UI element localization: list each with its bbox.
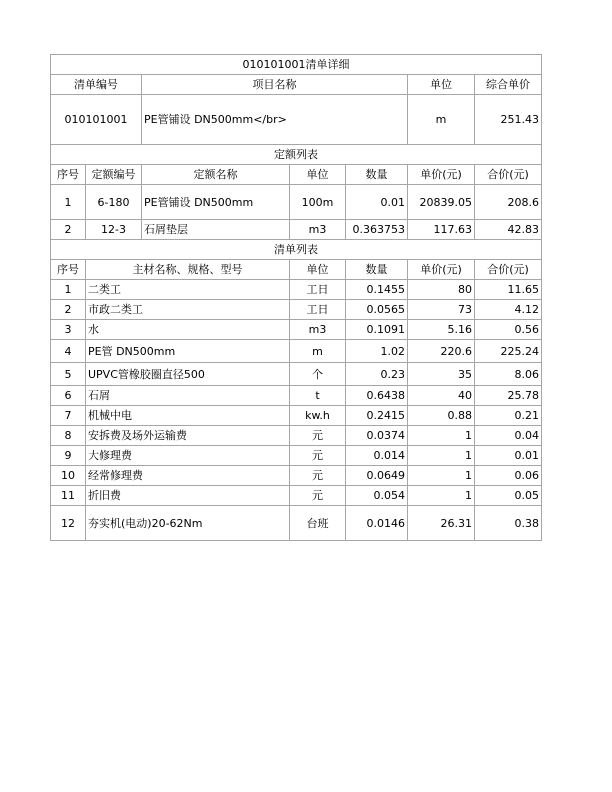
material-unit: 元 — [290, 426, 346, 446]
material-total: 4.12 — [475, 300, 542, 320]
material-name: 安拆费及场外运输费 — [86, 426, 290, 446]
material-row — [51, 300, 542, 320]
material-total: 0.21 — [475, 406, 542, 426]
material-total: 0.04 — [475, 426, 542, 446]
material-price: 5.16 — [408, 320, 475, 340]
material-no: 9 — [51, 446, 86, 466]
quota-name: PE管铺设 DN500mm — [142, 185, 290, 220]
header-bill-code: 清单编号 — [51, 75, 142, 95]
quota-total: 42.83 — [475, 220, 542, 240]
quota-code: 6-180 — [86, 185, 142, 220]
material-no: 6 — [51, 386, 86, 406]
material-total: 8.06 — [475, 363, 542, 386]
material-price: 40 — [408, 386, 475, 406]
material-header-row — [51, 260, 542, 280]
material-qty: 0.23 — [346, 363, 408, 386]
material-row — [51, 320, 542, 340]
material-unit: 个 — [290, 363, 346, 386]
material-row — [51, 486, 542, 506]
material-name: 折旧费 — [86, 486, 290, 506]
quota-header-qty: 数量 — [346, 165, 408, 185]
material-unit: kw.h — [290, 406, 346, 426]
material-row — [51, 466, 542, 486]
quota-no: 1 — [51, 185, 86, 220]
quota-header-unit: 单位 — [290, 165, 346, 185]
bill-header-row — [51, 75, 542, 95]
material-unit: 台班 — [290, 506, 346, 541]
material-total: 0.01 — [475, 446, 542, 466]
material-price: 1 — [408, 486, 475, 506]
header-item-name: 项目名称 — [142, 75, 408, 95]
material-qty: 0.014 — [346, 446, 408, 466]
material-no: 3 — [51, 320, 86, 340]
material-header-no: 序号 — [51, 260, 86, 280]
material-qty: 0.0374 — [346, 426, 408, 446]
quota-header-code: 定额编号 — [86, 165, 142, 185]
material-row — [51, 406, 542, 426]
bill-detail-table — [50, 54, 542, 541]
quota-qty: 0.01 — [346, 185, 408, 220]
header-unit-price: 综合单价 — [475, 75, 542, 95]
material-price: 1 — [408, 426, 475, 446]
quota-header-row — [51, 165, 542, 185]
material-price: 0.88 — [408, 406, 475, 426]
material-total: 11.65 — [475, 280, 542, 300]
material-total: 0.05 — [475, 486, 542, 506]
material-price: 35 — [408, 363, 475, 386]
quota-header-no: 序号 — [51, 165, 86, 185]
title-row — [51, 55, 542, 75]
quota-unit: m3 — [290, 220, 346, 240]
material-section-row — [51, 240, 542, 260]
quota-section-row — [51, 145, 542, 165]
quota-header-name: 定额名称 — [142, 165, 290, 185]
bill-name: PE管铺设 DN500mm</br> — [142, 95, 408, 145]
material-qty: 0.6438 — [346, 386, 408, 406]
material-qty: 0.1091 — [346, 320, 408, 340]
material-header-name: 主材名称、规格、型号 — [86, 260, 290, 280]
material-total: 0.38 — [475, 506, 542, 541]
material-no: 2 — [51, 300, 86, 320]
material-no: 8 — [51, 426, 86, 446]
quota-no: 2 — [51, 220, 86, 240]
material-unit: 元 — [290, 466, 346, 486]
quota-section-title: 定额列表 — [51, 145, 542, 165]
quota-header-price: 单价(元) — [408, 165, 475, 185]
material-row — [51, 386, 542, 406]
material-qty: 0.054 — [346, 486, 408, 506]
sheet-title: 010101001清单详细 — [51, 55, 542, 75]
quota-price: 20839.05 — [408, 185, 475, 220]
material-unit: 工日 — [290, 300, 346, 320]
material-qty: 0.1455 — [346, 280, 408, 300]
quota-qty: 0.363753 — [346, 220, 408, 240]
quota-total: 208.6 — [475, 185, 542, 220]
material-name: 水 — [86, 320, 290, 340]
material-name: 市政二类工 — [86, 300, 290, 320]
material-price: 80 — [408, 280, 475, 300]
material-total: 225.24 — [475, 340, 542, 363]
material-header-price: 单价(元) — [408, 260, 475, 280]
quota-row — [51, 185, 542, 220]
material-no: 1 — [51, 280, 86, 300]
material-qty: 0.0565 — [346, 300, 408, 320]
material-no: 4 — [51, 340, 86, 363]
material-row — [51, 363, 542, 386]
material-header-total: 合价(元) — [475, 260, 542, 280]
material-price: 26.31 — [408, 506, 475, 541]
bill-row — [51, 95, 542, 145]
material-section-title: 清单列表 — [51, 240, 542, 260]
material-price: 1 — [408, 466, 475, 486]
material-name: 石屑 — [86, 386, 290, 406]
quota-unit: 100m — [290, 185, 346, 220]
header-unit: 单位 — [408, 75, 475, 95]
material-name: PE管 DN500mm — [86, 340, 290, 363]
material-name: 经常修理费 — [86, 466, 290, 486]
material-no: 7 — [51, 406, 86, 426]
quota-name: 石屑垫层 — [142, 220, 290, 240]
material-total: 25.78 — [475, 386, 542, 406]
material-qty: 0.2415 — [346, 406, 408, 426]
material-unit: 元 — [290, 446, 346, 466]
material-price: 220.6 — [408, 340, 475, 363]
quota-price: 117.63 — [408, 220, 475, 240]
material-no: 12 — [51, 506, 86, 541]
material-unit: 工日 — [290, 280, 346, 300]
material-name: UPVC管橡胶圈直径500 — [86, 363, 290, 386]
material-qty: 1.02 — [346, 340, 408, 363]
material-unit: m — [290, 340, 346, 363]
material-row — [51, 340, 542, 363]
material-name: 机械中电 — [86, 406, 290, 426]
material-name: 二类工 — [86, 280, 290, 300]
quota-row — [51, 220, 542, 240]
material-row — [51, 426, 542, 446]
bill-code: 010101001 — [51, 95, 142, 145]
material-no: 5 — [51, 363, 86, 386]
material-row — [51, 280, 542, 300]
material-price: 73 — [408, 300, 475, 320]
bill-price: 251.43 — [475, 95, 542, 145]
material-row — [51, 446, 542, 466]
material-unit: 元 — [290, 486, 346, 506]
material-row — [51, 506, 542, 541]
material-unit: m3 — [290, 320, 346, 340]
material-no: 10 — [51, 466, 86, 486]
material-name: 大修理费 — [86, 446, 290, 466]
material-qty: 0.0146 — [346, 506, 408, 541]
material-name: 夯实机(电动)20-62Nm — [86, 506, 290, 541]
quota-code: 12-3 — [86, 220, 142, 240]
material-qty: 0.0649 — [346, 466, 408, 486]
material-unit: t — [290, 386, 346, 406]
material-no: 11 — [51, 486, 86, 506]
material-header-qty: 数量 — [346, 260, 408, 280]
quota-header-total: 合价(元) — [475, 165, 542, 185]
material-total: 0.06 — [475, 466, 542, 486]
bill-unit: m — [408, 95, 475, 145]
material-header-unit: 单位 — [290, 260, 346, 280]
material-total: 0.56 — [475, 320, 542, 340]
material-price: 1 — [408, 446, 475, 466]
